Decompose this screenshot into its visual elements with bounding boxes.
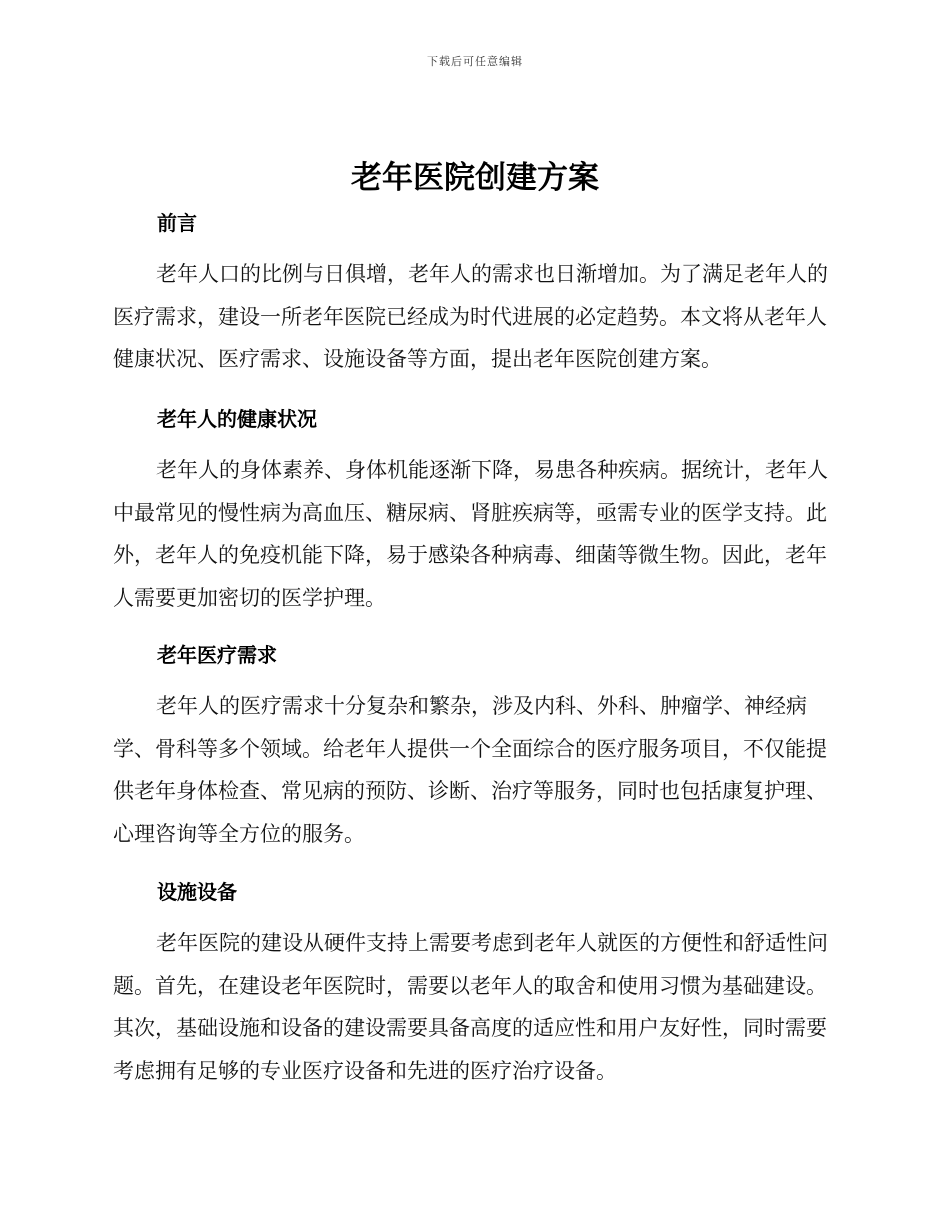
section-paragraph-facilities: 老年医院的建设从硬件支持上需要考虑到老年人就医的方便性和舒适性问题。首先，在建设老年医院时，需要以老年人的取舍和使用习惯为基础建设。其次，基础设施和设备的建设需要具备高度的适应性和用户友好性，同时需要考虑拥有足够的专业医疗设备和先进的医疗治疗设备。	[113, 931, 828, 1084]
section-paragraph-medical-needs: 老年人的医疗需求十分复杂和繁杂，涉及内科、外科、肿瘤学、神经病学、骨科等多个领域。给老年人提供一个全面综合的医疗服务项目，不仅能提供老年身体检查、常见病的预防、诊断、治疗等服务，同时也包括康复护理、心理咨询等全方位的服务。	[113, 694, 827, 847]
header-note: 下载后可任意编辑	[427, 55, 523, 68]
section-heading-preface: 前言	[157, 211, 197, 235]
section-paragraph-preface: 老年人口的比例与日俱增，老年人的需求也日渐增加。为了满足老年人的医疗需求，建设一所老年医院已经成为时代进展的必定趋势。本文将从老年人健康状况、医疗需求、设施设备等方面，提出老年医院创建方案。	[113, 262, 828, 372]
section-paragraph-health-status: 老年人的身体素养、身体机能逐渐下降，易患各种疾病。据统计，老年人中最常见的慢性病为高血压、糖尿病、肾脏疾病等，亟需专业的医学支持。此外，老年人的免疫机能下降，易于感染各种病毒、细菌等微生物。因此，老年人需要更加密切的医学护理。	[113, 458, 828, 611]
section-heading-health-status: 老年人的健康状况	[157, 407, 317, 431]
section-heading-facilities: 设施设备	[157, 880, 237, 904]
section-heading-medical-needs: 老年医疗需求	[157, 643, 277, 667]
document-title: 老年医院创建方案	[351, 160, 599, 196]
